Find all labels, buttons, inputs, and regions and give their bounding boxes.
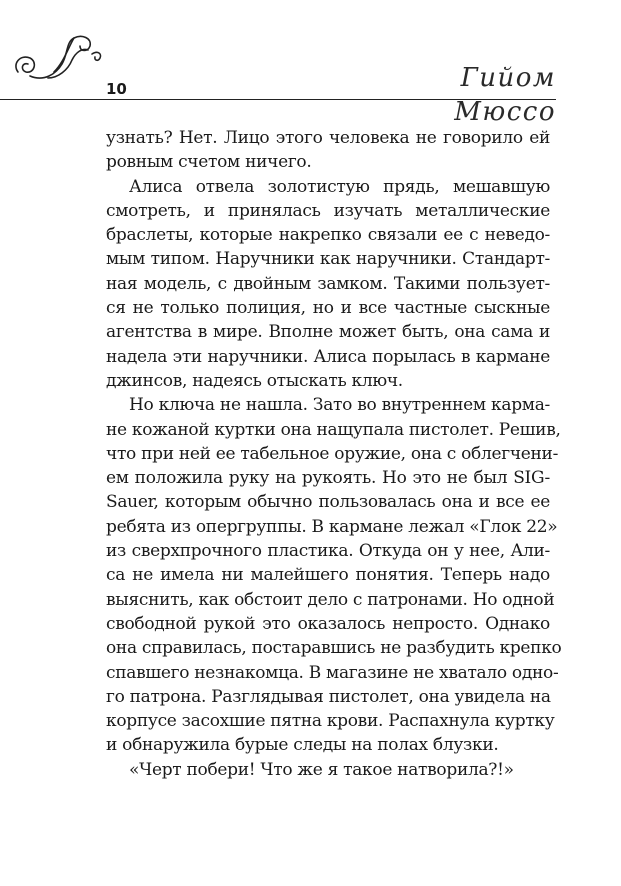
text-line: ся не только полиция, но и все частные сыскные	[106, 298, 550, 319]
text-line: не кожаной куртки она нащупала пистолет. Решив,	[106, 419, 561, 440]
text-line: спавшего незнакомца. В магазине не хватало одно-	[106, 662, 559, 683]
paragraph	[106, 175, 550, 394]
text-line: го патрона. Разглядывая пистолет, она увидела на	[106, 686, 551, 707]
text-line: она справилась, постаравшись не разбудить крепко	[106, 638, 562, 659]
text-line: выяснить, как обстоит дело с патронами. Но одной	[106, 589, 555, 610]
scroll-flourish-icon	[8, 28, 108, 92]
text-line: Sauer, которым обычно пользовалась она и все ее	[106, 492, 550, 513]
text-line: Но ключа не нашла. Зато во внутреннем карма-	[129, 395, 550, 416]
text-line: Алиса отвела золотистую прядь, мешавшую	[129, 176, 550, 197]
text-line: ровным счетом ничего.	[106, 152, 312, 173]
paragraph	[106, 126, 550, 175]
text-line: ная модель, с двойным замком. Такими пользует-	[106, 273, 550, 294]
body-text	[106, 126, 562, 782]
text-line: что при ней ее табельное оружие, она с облегчени-	[106, 443, 559, 464]
text-line: ребята из опергруппы. В кармане лежал «Глок 22»	[106, 516, 558, 537]
page-number: 10	[106, 80, 127, 98]
text-line: мым типом. Наручники как наручники. Стандарт-	[106, 249, 550, 270]
text-line: са не имела ни малейшего понятия. Теперь надо	[106, 565, 550, 586]
text-line: смотреть, и принялась изучать металлические	[106, 200, 550, 221]
text-line: свободной рукой это оказалось непросто. Однако	[106, 613, 550, 634]
text-line: ем положила руку на рукоять. Но это не был SIG-	[106, 468, 550, 489]
text-line: корпусе засохшие пятна крови. Распахнула куртку	[106, 711, 555, 732]
text-line: агентства в мире. Вполне может быть, она сама и	[106, 322, 550, 343]
text-line: надела эти наручники. Алиса порылась в кармане	[106, 346, 550, 367]
paragraph	[106, 758, 550, 782]
paragraph	[106, 393, 562, 757]
running-header-author: Гийом Мюссо	[454, 63, 556, 127]
text-line: из сверхпрочного пластика. Откуда он у нее, Али-	[106, 541, 550, 562]
text-line: узнать? Нет. Лицо этого человека не говорило ей	[106, 128, 550, 148]
text-line: и обнаружила бурые следы на полах блузки.	[106, 735, 499, 756]
text-line: «Черт побери! Что же я такое натворила?!»	[129, 759, 514, 780]
text-line: джинсов, надеясь отыскать ключ.	[106, 370, 403, 391]
text-line: браслеты, которые накрепко связали ее с неведо-	[106, 225, 550, 246]
